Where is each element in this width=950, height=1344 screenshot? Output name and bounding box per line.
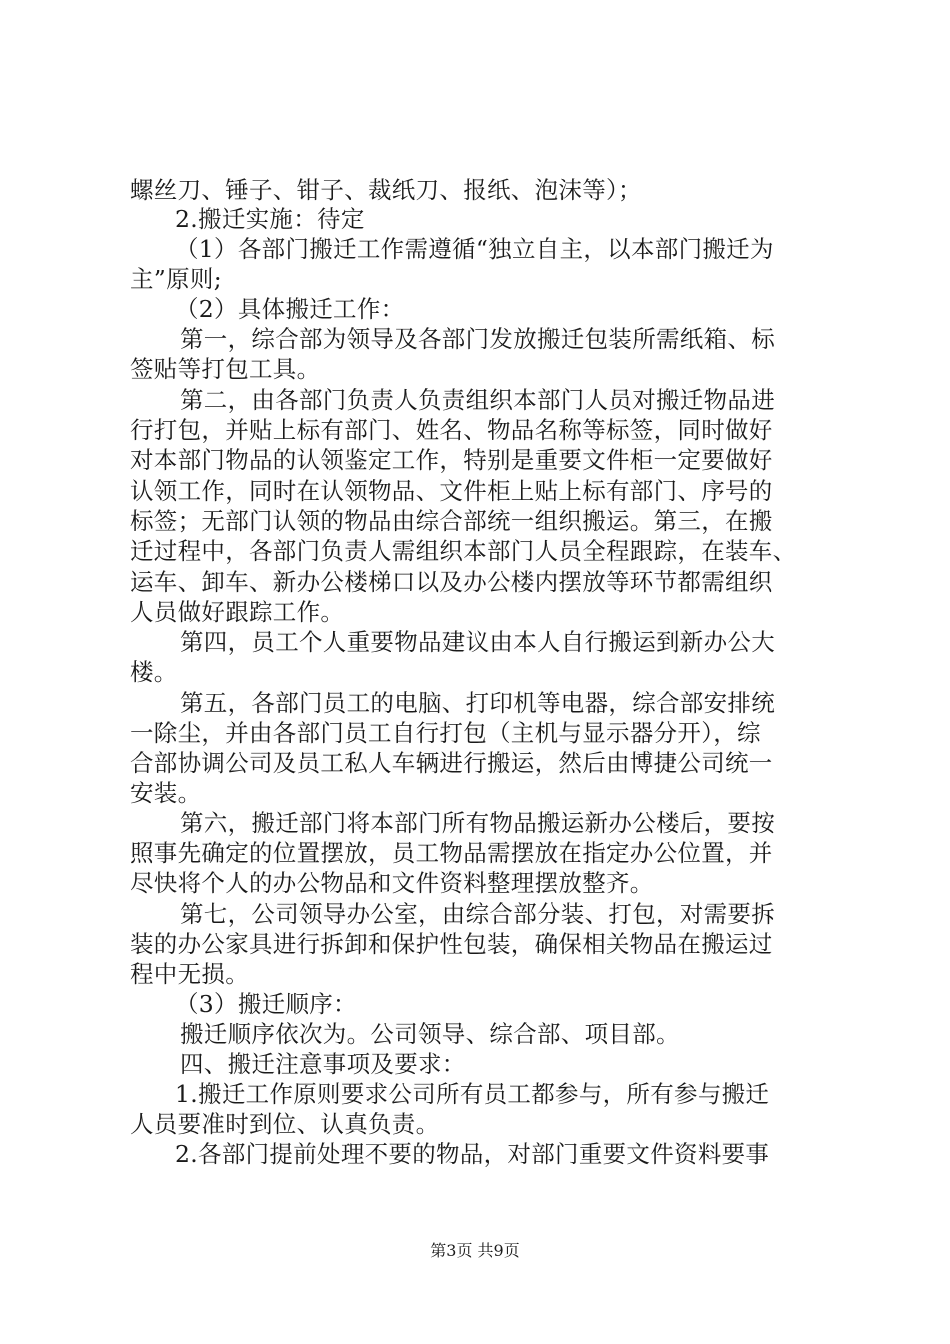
text-line: 第七，公司领导办公室，由综合部分装、打包，对需要拆 bbox=[180, 900, 775, 928]
text-line: 第五，各部门员工的电脑、打印机等电器，综合部安排统 bbox=[180, 689, 775, 717]
text-line: 人员做好跟踪工作。 bbox=[130, 598, 345, 626]
text-line: 1.搬迁工作原则要求公司所有员工都参与，所有参与搬迁 bbox=[175, 1080, 770, 1108]
text-line: （3）搬迁顺序： bbox=[175, 990, 357, 1018]
text-line: 2.各部门提前处理不要的物品，对部门重要文件资料要事 bbox=[175, 1140, 770, 1168]
text-line: 对本部门物品的认领鉴定工作，特别是重要文件柜一定要做好 bbox=[130, 446, 773, 474]
text-line: 行打包，并贴上标有部门、姓名、物品名称等标签，同时做好 bbox=[130, 416, 773, 444]
text-line: 2.搬迁实施：待定 bbox=[175, 205, 365, 233]
text-line: 搬迁顺序依次为。公司领导、综合部、项目部。 bbox=[180, 1020, 680, 1048]
text-line: 第六，搬迁部门将本部门所有物品搬运新办公楼后，要按 bbox=[180, 809, 775, 837]
text-line: 合部协调公司及员工私人车辆进行搬运，然后由博捷公司统一 bbox=[130, 749, 773, 777]
text-line: 签贴等打包工具。 bbox=[130, 355, 321, 383]
text-line: 四、搬迁注意事项及要求： bbox=[180, 1050, 466, 1078]
page-number-footer: 第3页 共9页 bbox=[430, 1241, 520, 1260]
text-line: 认领工作，同时在认领物品、文件柜上贴上标有部门、序号的 bbox=[130, 477, 773, 505]
text-line: 照事先确定的位置摆放，员工物品需摆放在指定办公位置，并 bbox=[130, 839, 773, 867]
text-line: 螺丝刀、锤子、钳子、裁纸刀、报纸、泡沫等）； bbox=[130, 176, 642, 204]
text-line: 安装。 bbox=[130, 779, 202, 807]
text-line: 一除尘，并由各部门员工自行打包（主机与显示器分开），综 bbox=[130, 719, 761, 747]
text-line: 迁过程中，各部门负责人需组织本部门人员全程跟踪，在装车、 bbox=[130, 537, 797, 565]
text-line: 楼。 bbox=[130, 658, 178, 686]
text-line: 装的办公家具进行拆卸和保护性包装，确保相关物品在搬运过 bbox=[130, 930, 773, 958]
text-line: 第二，由各部门负责人负责组织本部门人员对搬迁物品进 bbox=[180, 386, 775, 414]
text-line: （2）具体搬迁工作： bbox=[175, 295, 405, 323]
text-line: 人员要准时到位、认真负责。 bbox=[130, 1110, 440, 1138]
text-line: 第一，综合部为领导及各部门发放搬迁包装所需纸箱、标 bbox=[180, 325, 775, 353]
text-line: 主”原则; bbox=[130, 265, 222, 293]
text-line: 标签；无部门认领的物品由综合部统一组织搬运。第三，在搬 bbox=[130, 507, 773, 535]
text-line: 第四，员工个人重要物品建议由本人自行搬运到新办公大 bbox=[180, 628, 775, 656]
text-line: 运车、卸车、新办公楼梯口以及办公楼内摆放等环节都需组织 bbox=[130, 568, 773, 596]
text-line: （1）各部门搬迁工作需遵循“独立自主，以本部门搬迁为 bbox=[175, 235, 774, 263]
text-line: 尽快将个人的办公物品和文件资料整理摆放整齐。 bbox=[130, 869, 654, 897]
text-line: 程中无损。 bbox=[130, 960, 249, 988]
